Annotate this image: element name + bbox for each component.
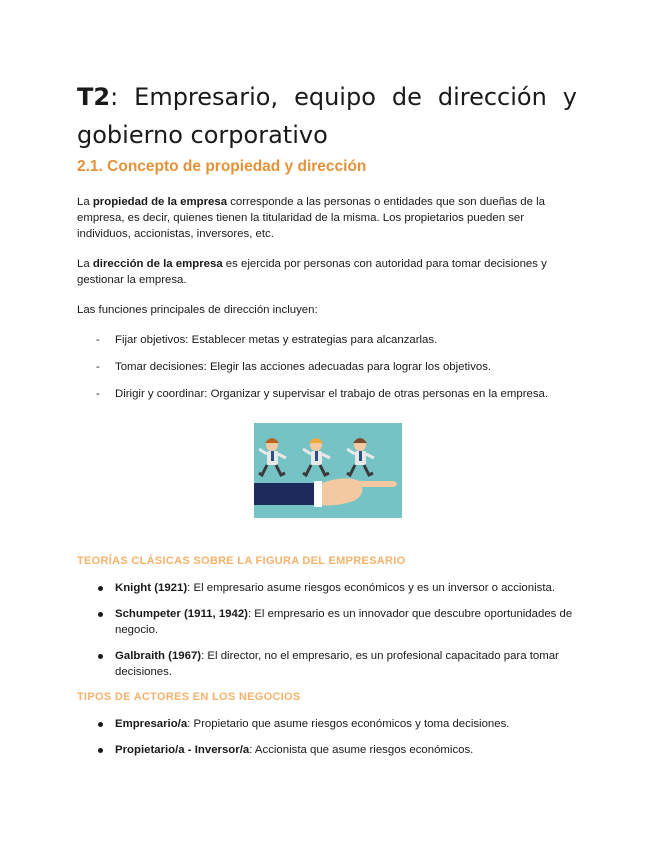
dash-marker: -: [96, 361, 100, 373]
list-item: [77, 716, 577, 732]
bullet-icon: [98, 586, 103, 591]
para-text: La: [77, 258, 93, 270]
para-text: corresponde a las personas o entidades que son dueñas de la empresa, es decir, quienes tienen la titularidad de la misma. Los propietarios pueden ser individuos, accionistas, inversores, etc.: [77, 196, 545, 240]
list-item: [77, 648, 577, 680]
list-item-text: Fijar objetivos: Establecer metas y estrategias para alcanzarlas.: [115, 334, 438, 346]
list-item-text: Dirigir y coordinar: Organizar y supervisar el trabajo de otras personas en la empresa.: [115, 388, 549, 400]
list-item: [77, 580, 577, 596]
section-heading: 2.1. Concepto de propiedad y dirección: [77, 158, 367, 175]
dash-marker: -: [96, 334, 100, 346]
theories-list: [77, 580, 577, 690]
author-name: Galbraith (1967): [115, 650, 202, 662]
list-item-text: : Propietario que asume riesgos económicos y toma decisiones.: [187, 718, 510, 730]
title-text: : Empresario, equipo de dirección y gobierno corporativo: [77, 83, 577, 149]
paragraph-propiedad: [77, 194, 577, 242]
bullet-icon: [98, 722, 103, 727]
paragraph-direccion: [77, 256, 577, 288]
list-item-text: : Accionista que asume riesgos económicos.: [249, 744, 474, 756]
actor-name: Empresario/a: [115, 718, 188, 730]
actors-list: [77, 716, 577, 768]
illustration-pointing-hand: [254, 423, 402, 518]
para-bold: propiedad de la empresa: [92, 196, 228, 208]
list-item-text: : El empresario asume riesgos económicos y es un inversor o accionista.: [187, 582, 555, 594]
bullet-icon: [98, 612, 103, 617]
actor-name: Propietario/a - Inversor/a: [115, 744, 250, 756]
bullet-icon: [98, 654, 103, 659]
list-item-text: : El director, no el empresario, es un profesional capacitado para tomar decisiones.: [115, 650, 559, 678]
author-name: Schumpeter (1911, 1942): [115, 608, 248, 620]
document-body: [77, 78, 577, 413]
functions-list: [77, 332, 577, 402]
list-item-text: : El empresario es un innovador que descubre oportunidades de negocio.: [115, 608, 573, 636]
author-name: Knight (1921): [115, 582, 188, 594]
para-text: es ejercida por personas con autoridad para tomar decisiones y gestionar la empresa.: [77, 258, 547, 286]
illustration-svg: [254, 423, 402, 518]
paragraph-funciones: Las funciones principales de dirección incluyen:: [77, 304, 318, 316]
theories-heading: TEORÍAS CLÁSICAS SOBRE LA FIGURA DEL EMPRESARIO: [77, 555, 406, 567]
list-item: [77, 386, 577, 402]
bullet-icon: [98, 748, 103, 753]
dash-marker: -: [96, 388, 100, 400]
list-item: [77, 359, 577, 375]
list-item-text: Tomar decisiones: Elegir las acciones adecuadas para lograr los objetivos.: [115, 361, 492, 373]
page-title: [77, 78, 577, 154]
list-item: [77, 742, 577, 758]
list-item: [77, 332, 577, 348]
title-prefix: T2: [77, 83, 111, 111]
para-text: La: [77, 196, 93, 208]
actors-heading: TIPOS DE ACTORES EN LOS NEGOCIOS: [77, 691, 301, 703]
para-bold: dirección de la empresa: [92, 258, 223, 270]
list-item: [77, 606, 577, 638]
